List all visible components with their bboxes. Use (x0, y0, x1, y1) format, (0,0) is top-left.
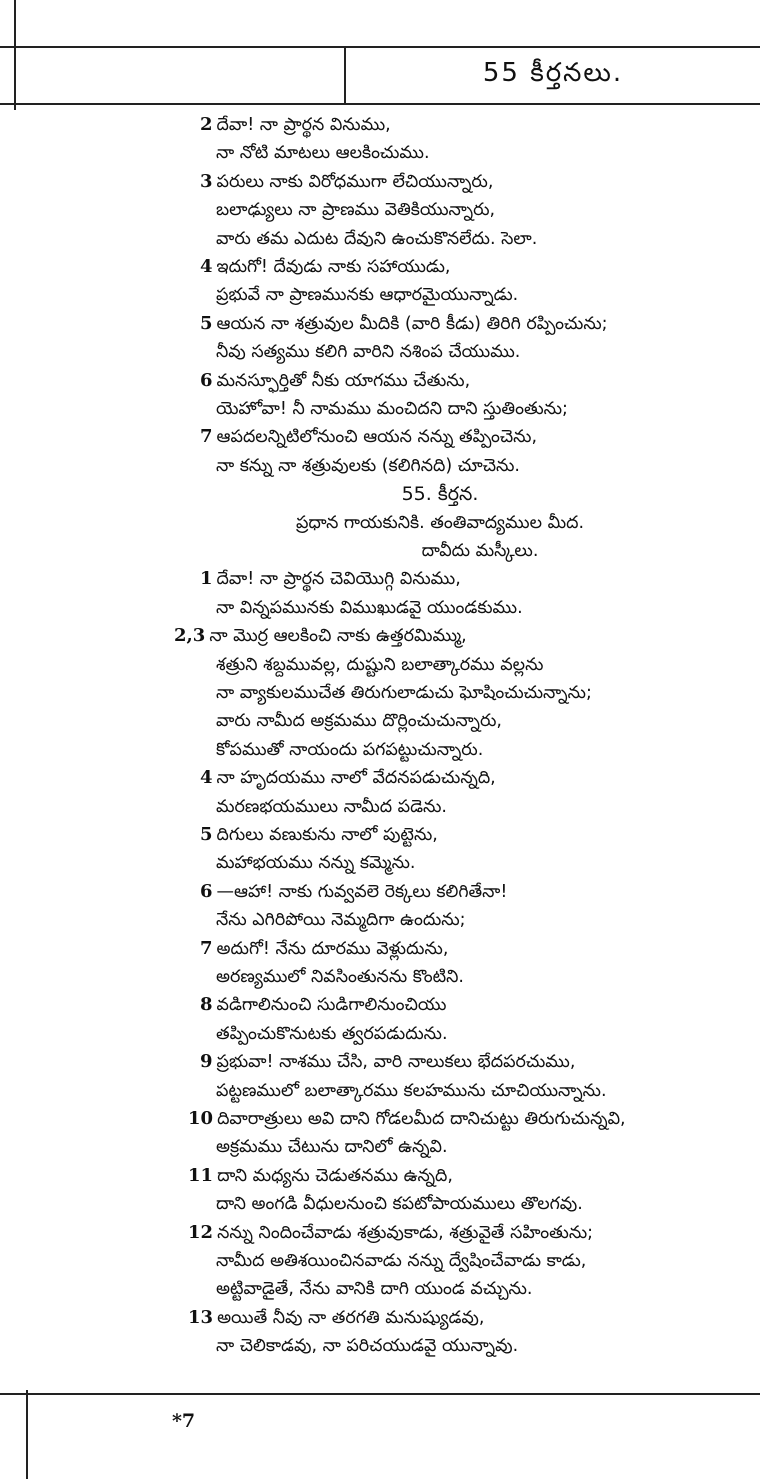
verse-line (188, 1161, 453, 1191)
verse-line (216, 451, 520, 481)
verse-number: 6 (200, 369, 213, 391)
verse-line (216, 195, 495, 225)
verse-text: పరులు నాకు విరోధముగా లేచియున్నారు, (216, 171, 494, 192)
verse-line (216, 735, 483, 765)
verse-text: మరణభయములు నామీద పడెను. (216, 796, 447, 817)
verse-line (216, 962, 464, 992)
verse-number: 11 (188, 1164, 214, 1186)
verse-text: వారు తమ ఎదుట దేవుని ఉంచుకొనలేదు. సెలా. (216, 228, 538, 249)
verse-line (200, 110, 391, 140)
verse-number: 7 (200, 426, 213, 448)
verse-number: 10 (188, 1108, 214, 1129)
verse-line (216, 905, 466, 935)
verse-line (216, 280, 518, 310)
top-rule (0, 46, 760, 48)
verse-text: ప్రభువా! నాశము చేసి, వారి నాలుకలు భేదపరచుము, (216, 1052, 576, 1073)
verse-line (174, 621, 467, 651)
verse-line (216, 706, 502, 736)
verse-number: 12 (188, 1221, 214, 1243)
verse-text: నేను ఎగిరిపోయి నెమ్మదిగా ఉందును; (216, 910, 466, 931)
verse-text: అట్టివాడైతే, నేను వానికి దాగి యుండ వచ్చును. (216, 1279, 533, 1300)
verse-text: అరణ్యములో నివసింతునను కొంటిని. (216, 967, 464, 987)
verse-line (200, 167, 493, 197)
verse-text: నా చెలికాడవు, నా పరిచయుడవై యున్నావు. (216, 1336, 519, 1357)
verse-number: 3 (200, 170, 213, 192)
verse-text: ప్రభువే నా ప్రాణమునకు ఆధారమైయున్నాడు. (216, 285, 519, 306)
verse-line (216, 138, 430, 168)
verse-text: అక్రమము చేటును దానిలో ఉన్నవి. (216, 1137, 448, 1158)
verse-line (216, 1331, 518, 1361)
verse-line (216, 650, 543, 680)
verse-line (200, 877, 507, 907)
verse-text: దాని అంగడి వీధులనుంచి కపటోపాయములు తొలగవు. (216, 1194, 583, 1215)
verse-line (216, 1189, 583, 1219)
verse-line (216, 792, 447, 822)
verse-line (200, 366, 470, 396)
verse-text: ఇదుగో! దేవుడు నాకు సహాయుడు, (216, 257, 451, 277)
verse-text: నా కన్ను నా శత్రువులకు (కలిగినది) చూచెను. (216, 455, 520, 476)
page-edge-line (14, 0, 16, 110)
verse-text: కోపముతో నాయందు పగపట్టుచున్నారు. (216, 739, 484, 760)
verse-text: —ఆహా! నాకు గువ్వవలె రెక్కలు కలిగితేనా! (216, 881, 508, 902)
verse-line (200, 1047, 575, 1077)
verse-text: నా వ్యాకులముచేత తిరుగులాడుచు ఘోషించుచున్నాను; (216, 683, 592, 703)
verse-text: నీవు సత్యము కలిగి వారిని నశింప చేయుము. (216, 342, 521, 363)
page-edge-line-bottom (26, 1390, 28, 1479)
superscription-author: దావీదు మస్కీలు. (421, 541, 539, 561)
verse-number: 8 (200, 994, 213, 1016)
verse-text: వడిగాలినుంచి సుడిగాలినుంచియు (216, 995, 447, 1016)
verse-line (216, 394, 568, 424)
verse-line (200, 763, 496, 793)
verse-text: బలాఢ్యులు నా ప్రాణము వెతికియున్నారు, (216, 200, 496, 221)
verse-text: నా మొర్ర ఆలకించి నాకు ఉత్తరమిమ్ము, (209, 626, 467, 647)
verse-text: యెహోవా! నీ నామము మంచిదని దాని స్తుతింతును; (216, 399, 568, 419)
superscription: ప్రధాన గాయకునికి. తంతివాద్యముల మీద. (295, 512, 585, 533)
verse-number: 4 (200, 767, 213, 789)
verse-text: శత్రుని శబ్దమువల్ల, దుష్టుని బలాత్కారము వల్లను (216, 654, 544, 675)
verse-line (216, 224, 537, 254)
verse-line (216, 1019, 448, 1049)
verse-text: దివారాత్రులు అవి దాని గోడలమీద దానిచుట్టు తిరుగుచున్నవి, (217, 1109, 626, 1129)
verse-line (216, 1274, 532, 1304)
verse-line (216, 593, 523, 623)
verse-line (216, 1132, 448, 1162)
verse-line (200, 990, 446, 1020)
header-rule (0, 103, 760, 105)
verse-text: మహాభయము నన్ను కమ్మెను. (216, 853, 416, 874)
page-marker: *7 (172, 1410, 196, 1432)
verse-number: 9 (200, 1051, 213, 1073)
verse-text: వారు నామీద అక్రమము దొర్లించుచున్నారు, (216, 711, 502, 732)
verse-number: 7 (200, 937, 213, 959)
verse-line (216, 337, 520, 367)
psalm-title: 55. కీర్తన. (401, 483, 479, 506)
verse-line (216, 1246, 586, 1276)
verse-line (216, 678, 592, 708)
verse-number: 13 (188, 1306, 214, 1328)
verse-text: నా హృదయము నాలో వేదనపడుచున్నది, (216, 768, 496, 789)
verse-line (200, 820, 438, 850)
verse-text: నన్ను నిందించేవాడు శత్రువుకాడు, శత్రువైతే సహింతును; (217, 1222, 594, 1243)
verse-line (200, 934, 448, 964)
verse-text: అయితే నీవు నా తరగతి మనుష్యుడవు, (217, 1307, 485, 1328)
verse-line (200, 309, 608, 339)
verse-line (216, 848, 416, 878)
verse-text: ఆయన నా శత్రువుల మీదికి (వారి కీడు) తిరిగి రప్పించును; (216, 313, 608, 334)
verse-text: తప్పించుకొనుటకు త్వరపడుదును. (216, 1023, 448, 1044)
verse-text: దేవా! నా ప్రార్థన చెవియొగ్గి వినుము, (216, 569, 461, 590)
verse-line (188, 1104, 626, 1134)
verse-line (188, 1303, 484, 1333)
verse-line (188, 1218, 593, 1248)
verse-text: నామీద అతిశయించినవాడు నన్ను ద్వేషించేవాడు కాడు, (216, 1251, 587, 1271)
verse-line (200, 564, 461, 594)
verse-line (200, 422, 537, 452)
verse-number: 5 (200, 312, 213, 334)
verse-number: 2 (200, 114, 213, 135)
bottom-rule (0, 1393, 760, 1395)
verse-text: నా విన్నపమునకు విముఖుడవై యుండకుము. (216, 597, 523, 618)
verse-number: 6 (200, 880, 213, 902)
verse-line (216, 1076, 607, 1106)
verse-number: 5 (200, 824, 213, 845)
verse-number: 1 (200, 568, 213, 590)
verse-text: దేవా! నా ప్రార్థన వినుము, (216, 115, 391, 135)
verse-text: నా నోటి మాటలు ఆలకించుము. (216, 143, 430, 164)
verse-number: 2,3 (174, 625, 206, 647)
verse-text: ఆపదలన్నిటిలోనుంచి ఆయన నన్ను తప్పించెను, (216, 427, 538, 448)
verse-number: 4 (200, 256, 213, 277)
verse-text: దిగులు వణుకును నాలో పుట్టెను, (216, 825, 438, 845)
verse-text: పట్టణములో బలాత్కారము కలహమును చూచియున్నాను. (216, 1080, 607, 1101)
verse-line (200, 252, 450, 282)
verse-text: మనస్ఫూర్తితో నీకు యాగము చేతును, (216, 370, 471, 391)
running-head: 55 కీర్తనలు. (482, 58, 624, 88)
verse-text: దాని మధ్యను చెడుతనము ఉన్నది, (217, 1165, 453, 1186)
verse-text: అదుగో! నేను దూరము వెళ్లుదును, (216, 938, 449, 959)
